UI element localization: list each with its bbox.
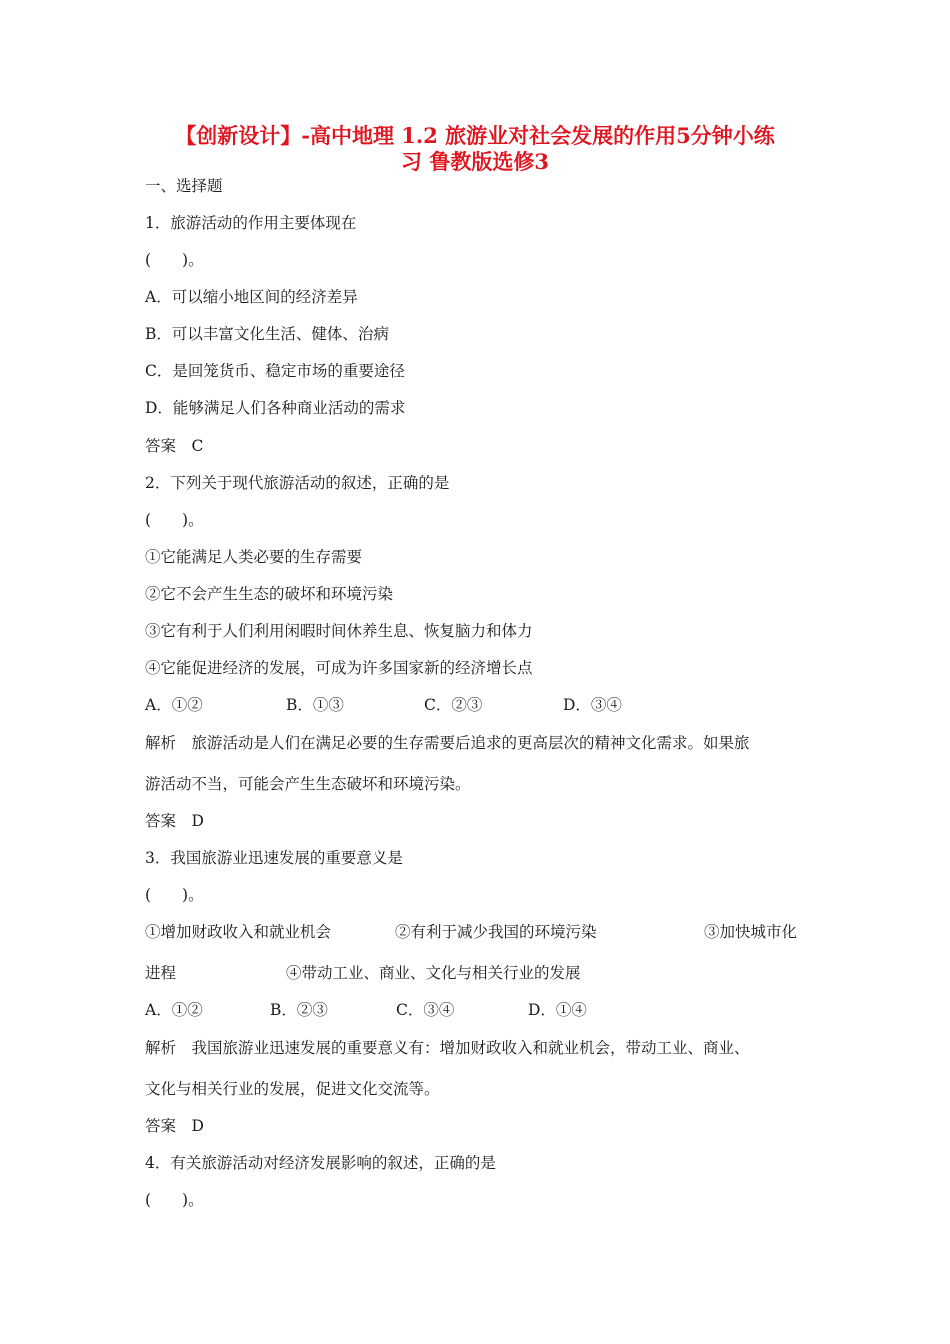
document-title-line-1: 【创新设计】-高中地理 1.2 旅游业对社会发展的作用5分钟小练 [175,123,775,148]
q1-option-c: C．是回笼货币、稳定市场的重要途径 [145,362,405,380]
q2-stem: 2．下列关于现代旅游活动的叙述，正确的是 [145,474,450,492]
q3-option-d: D．①④ [528,1001,587,1019]
q3-option-a: A．①② [145,1001,203,1019]
q3-statement-3-continued: 进程 [145,964,177,982]
q3-statement-2: ②有利于减少我国的环境污染 [395,923,597,941]
q4-stem: 4．有关旅游活动对经济发展影响的叙述，正确的是 [145,1154,496,1172]
q2-statement-3: ③它有利于人们利用闲暇时间休养生息、恢复脑力和体力 [145,622,533,640]
q2-option-b: B．①③ [286,696,344,714]
q1-option-b: B．可以丰富文化生活、健体、治病 [145,325,389,343]
q2-statement-1: ①它能满足人类必要的生存需要 [145,548,363,566]
q2-answer: 答案 D [145,812,204,830]
q1-answer: 答案 C [145,437,204,455]
q1-blank: ( )。 [145,251,204,269]
q4-blank: ( )。 [145,1191,204,1209]
q2-option-d: D．③④ [563,696,622,714]
q3-option-c: C．③④ [396,1001,455,1019]
q2-statement-4: ④它能促进经济的发展，可成为许多国家新的经济增长点 [145,659,533,677]
q3-stem: 3．我国旅游业迅速发展的重要意义是 [145,849,403,867]
q3-blank: ( )。 [145,886,204,904]
document-title-line-2: 习 鲁教版选修3 [401,149,549,174]
q2-analysis-line-2: 游活动不当，可能会产生生态破坏和环境污染。 [145,775,471,793]
q3-answer: 答案 D [145,1117,204,1135]
q3-statement-3: ③加快城市化 [704,923,798,941]
q3-statement-4: ④带动工业、商业、文化与相关行业的发展 [286,964,581,982]
q1-option-d: D．能够满足人们各种商业活动的需求 [145,399,406,417]
q3-analysis-line-2: 文化与相关行业的发展，促进文化交流等。 [145,1080,440,1098]
q3-analysis-line-1: 解析 我国旅游业迅速发展的重要意义有：增加财政收入和就业机会，带动工业、商业、 [145,1039,750,1057]
q2-statement-2: ②它不会产生生态的破坏和环境污染 [145,585,394,603]
q3-option-b: B．②③ [270,1001,328,1019]
q1-option-a: A．可以缩小地区间的经济差异 [145,288,358,306]
q2-option-a: A．①② [145,696,203,714]
q2-blank: ( )。 [145,511,204,529]
section-heading: 一、选择题 [145,177,223,195]
q2-analysis-line-1: 解析 旅游活动是人们在满足必要的生存需要后追求的更高层次的精神文化需求。如果旅 [145,734,750,752]
q2-option-c: C．②③ [424,696,483,714]
q1-stem: 1．旅游活动的作用主要体现在 [145,214,357,232]
q3-statement-1: ①增加财政收入和就业机会 [145,923,332,941]
